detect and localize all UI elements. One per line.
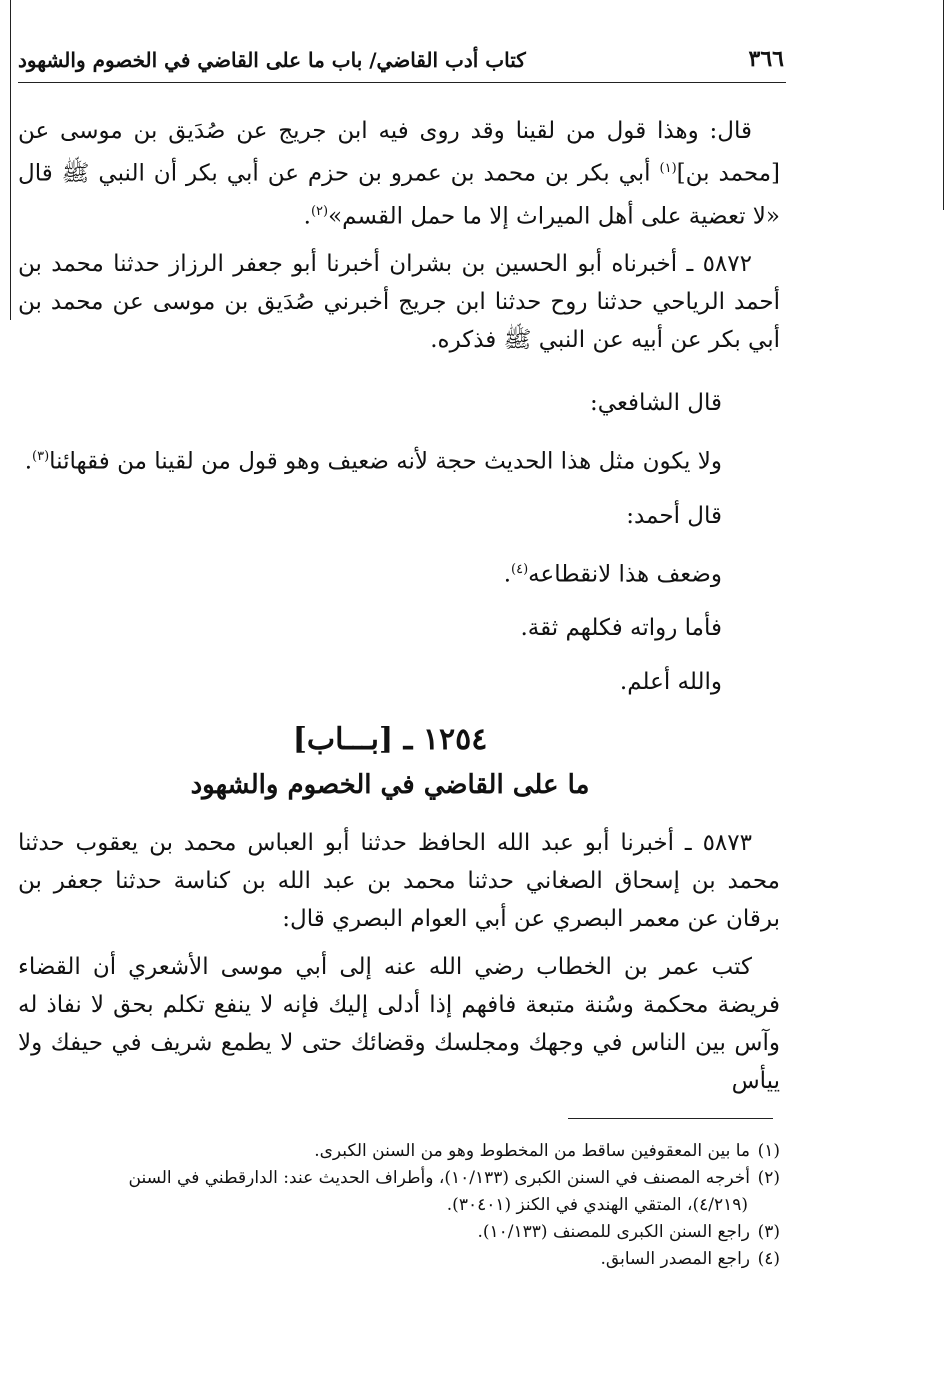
page-header xyxy=(18,42,786,83)
footnote-2-text: أخرجه المصنف في السنن الكبرى (١٠/١٣٣)، وأطراف الحديث عند: الدارقطني في السنن xyxy=(128,1168,750,1188)
body-text-bottom xyxy=(18,824,780,1110)
line-weakness xyxy=(18,549,780,596)
footnote-2-number: (٢) xyxy=(757,1168,780,1188)
body-text-top xyxy=(18,112,780,369)
footnote-2-continuation: (٤/٢١٩)، المتقي الهندي في الكنز (٣٠٤٠١). xyxy=(446,1195,748,1215)
line-closing: والله أعلم. xyxy=(619,669,722,696)
scan-edge-left xyxy=(10,0,11,320)
paragraph-1-text: قال: وهذا قول من لقينا وقد روى فيه ابن جريج عن صُدَيق بن موسى عن [محمد بن] xyxy=(18,118,781,187)
paragraph-umar-letter: كتب عمر بن الخطاب رضي الله عنه إلى أبي موسى الأشعري أن القضاء فريضة محكمة وسُنة متبعة فافهم إذا أدلى إليك فإنه لا ينفع تكلم بحق لا نفاذ له وآس بين الناس في وجهك ومجلسك وقضائك حتى لا يطمع شريف في حيفك ولا ييأس xyxy=(18,954,780,1094)
paragraph-hadith-5872: ٥٨٧٢ ـ أخبرناه أبو الحسين بن بشران أخبرنا أبو جعفر الرزاز حدثنا محمد بن أحمد الرياحي حدثنا روح حدثنا ابن جريج أخبرني صُدَيق بن موسى عن محمد بن أبي بكر عن أبيه عن النبي ﷺ فذكره. xyxy=(18,251,780,354)
footnote-3-text: راجع السنن الكبرى للمصنف (١٠/١٣٣). xyxy=(477,1222,750,1242)
chapter-number: ١٢٥٤ ـ [بـــاب] xyxy=(292,722,488,757)
footnote-ref-4: (٤) xyxy=(511,561,529,577)
line-shafii: قال الشافعي: xyxy=(590,390,722,416)
paragraph-hadith-5873: ٥٨٧٣ ـ أخبرنا أبو عبد الله الحافظ حدثنا أبو العباس محمد بن يعقوب حدثنا محمد بن إسحاق الصغاني حدثنا محمد بن عبد الله بن كناسة حدثنا جعفر بن برقان عن معمر البصري عن أبي العوام البصري قال: xyxy=(18,830,780,932)
line-shafii-statement xyxy=(18,436,780,483)
paragraph-1-text-b: أبي بكر بن محمد بن عمرو بن حزم عن أبي بكر أن النبي ﷺ قال «لا تعضية على أهل الميراث إلا ما حمل القسم» xyxy=(18,160,780,230)
footnote-4-text: راجع المصدر السابق. xyxy=(600,1249,750,1269)
footnote-2 xyxy=(18,1165,780,1192)
scan-edge-right xyxy=(943,0,944,210)
footnote-1 xyxy=(18,1138,780,1165)
footnote-4-number: (٤) xyxy=(757,1249,780,1269)
short-lines xyxy=(18,382,780,715)
footnotes xyxy=(18,1138,780,1273)
page-number: ٣٦٦ xyxy=(748,46,784,72)
footnote-4 xyxy=(18,1246,780,1273)
footnote-separator xyxy=(568,1118,773,1119)
footnote-3 xyxy=(18,1219,780,1246)
footnote-ref-3: (٣) xyxy=(32,449,50,464)
running-title: كتاب أدب القاضي/ باب ما على القاضي في الخصوم والشهود xyxy=(18,48,526,72)
footnote-1-number: (١) xyxy=(757,1141,780,1161)
footnote-3-number: (٣) xyxy=(757,1222,780,1242)
line-narrators: فأما رواته فكلهم ثقة. xyxy=(520,615,722,642)
line-shafii-statement-end: . xyxy=(24,448,33,475)
paragraph-1 xyxy=(18,112,780,235)
chapter-title: ما على القاضي في الخصوم والشهود xyxy=(190,770,590,800)
line-ahmad: قال أحمد: xyxy=(626,502,722,529)
paragraph-1-end: . xyxy=(303,203,311,230)
line-weakness-end: . xyxy=(503,561,512,588)
line-shafii-statement-text: ولا يكون مثل هذا الحديث حجة لأنه ضعيف وهو قول من لقينا من فقهائنا xyxy=(49,448,722,475)
footnote-ref-2: (٢) xyxy=(310,203,329,219)
footnote-ref-1: (١) xyxy=(659,161,677,176)
footnote-1-text: ما بين المعقوفين ساقط من المخطوط وهو من السنن الكبرى. xyxy=(314,1141,750,1161)
line-weakness-text: وضعف هذا لانقطاعه xyxy=(528,561,722,588)
